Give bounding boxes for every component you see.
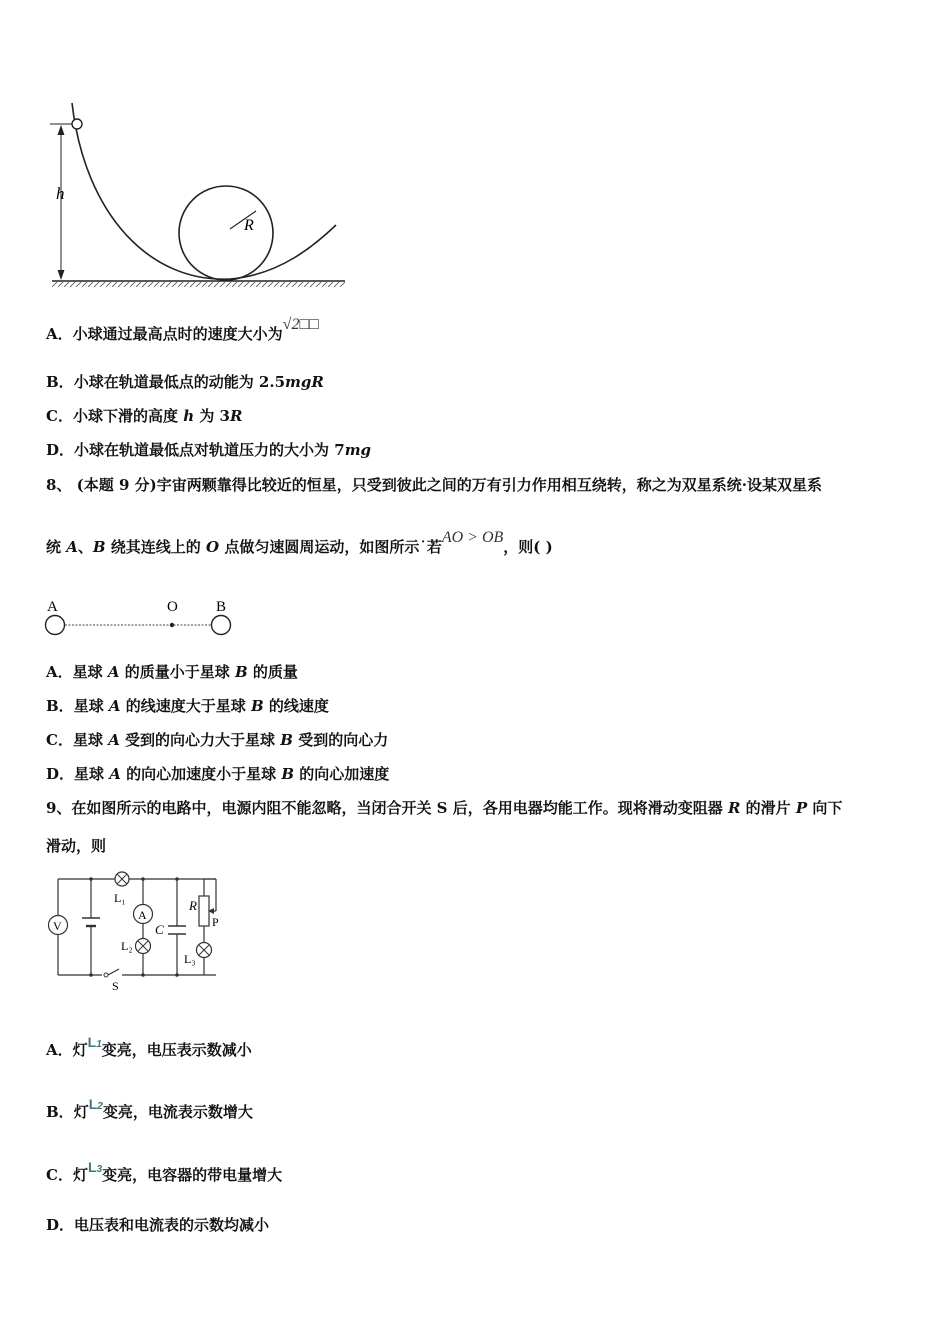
star-b	[212, 616, 231, 635]
q8-option-b: B．星球 A 的线速度大于星球 B 的线速度	[46, 697, 329, 715]
q9-stem-line2: 滑动，则	[46, 837, 107, 855]
lamp-symbol: L3	[87, 1159, 103, 1175]
junction	[175, 877, 179, 881]
q7-option-b: B．小球在轨道最低点的动能为 2.5mgR	[46, 373, 324, 391]
ammeter-label: A	[138, 908, 147, 922]
q8-option-a: A．星球 A 的质量小于星球 B 的质量	[46, 663, 298, 681]
q7-option-d: D．小球在轨道最低点对轨道压力的大小为 7mg	[46, 441, 372, 459]
ground-hatch	[52, 282, 345, 287]
track-diagram	[40, 95, 360, 305]
lamp-l3	[197, 943, 212, 958]
rheostat-label: R	[189, 898, 197, 913]
radius-label: R	[244, 217, 254, 234]
q8-stem-line2: 统 A、B 绕其连线上的 O 点做匀速圆周运动，如图所示˙若AO > OB，则( )	[46, 529, 553, 556]
circuit-diagram	[44, 866, 229, 994]
rheostat	[199, 896, 209, 926]
option-letter: B．	[46, 373, 74, 391]
capacitor-label: C	[155, 922, 164, 937]
lamp-l2	[136, 939, 151, 954]
arrow-head-down	[58, 270, 65, 280]
q9-stem-line1: 9、在如图所示的电路中，电源内阻不能忽略，当闭合开关 S 后，各用电器均能工作。现将滑动变阻器 R 的滑片 P 向下	[46, 799, 843, 817]
star-a	[46, 616, 65, 635]
q8-option-d: D．星球 A 的向心加速度小于星球 B 的向心加速度	[46, 765, 390, 783]
q9-option-b: B．灯L2变亮，电流表示数增大	[46, 1096, 253, 1121]
junction	[175, 973, 179, 977]
q9-option-a: A．灯L1变亮，电压表示数减小	[46, 1034, 252, 1059]
junction	[141, 973, 145, 977]
lamp-l1	[115, 872, 129, 886]
option-letter: A．	[46, 325, 73, 343]
junction	[89, 973, 93, 977]
star-b-label: B	[216, 599, 227, 615]
slider-label: P	[212, 915, 219, 929]
voltmeter-label: V	[53, 919, 62, 933]
q7-option-a: A．小球通过最高点时的速度大小为√2□□	[46, 316, 319, 343]
ao-ob-condition: AO > OB	[441, 529, 504, 546]
q8-stem-line1: 8、 (本题 9 分)宇宙两颗靠得比较近的恒星，只受到彼此之间的万有引力作用相互绕转，称之为双星系统·设某双星系	[46, 476, 822, 494]
lamp-l2-label: L₂	[121, 939, 133, 953]
junction	[141, 877, 145, 881]
ball	[72, 119, 82, 129]
q9-option-d: D．电压表和电流表的示数均减小	[46, 1216, 270, 1234]
lamp-l3-label: L₃	[184, 952, 196, 966]
lamp-symbol: L1	[87, 1034, 102, 1050]
lamp-symbol: L2	[88, 1096, 103, 1112]
switch	[104, 973, 108, 977]
star-a-label: A	[47, 599, 58, 615]
inner-circle	[179, 186, 273, 280]
switch-label: S	[112, 979, 119, 993]
binary-star-diagram	[40, 593, 240, 643]
center-o-dot	[170, 623, 174, 627]
option-letter: C．	[46, 407, 73, 425]
speed-formula: √2□□	[282, 316, 319, 333]
q8-option-c: C．星球 A 受到的向心力大于星球 B 受到的向心力	[46, 731, 389, 749]
junction	[89, 877, 93, 881]
height-label: h	[56, 184, 65, 203]
lamp-l1-label: L₁	[114, 891, 126, 905]
center-o-label: O	[167, 599, 178, 615]
q9-option-c: C．灯L3变亮，电容器的带电量增大	[46, 1159, 283, 1184]
arrow-head-up	[58, 125, 65, 135]
option-letter: D．	[46, 441, 75, 459]
q7-option-c: C．小球下滑的高度 h 为 3R	[46, 407, 243, 425]
